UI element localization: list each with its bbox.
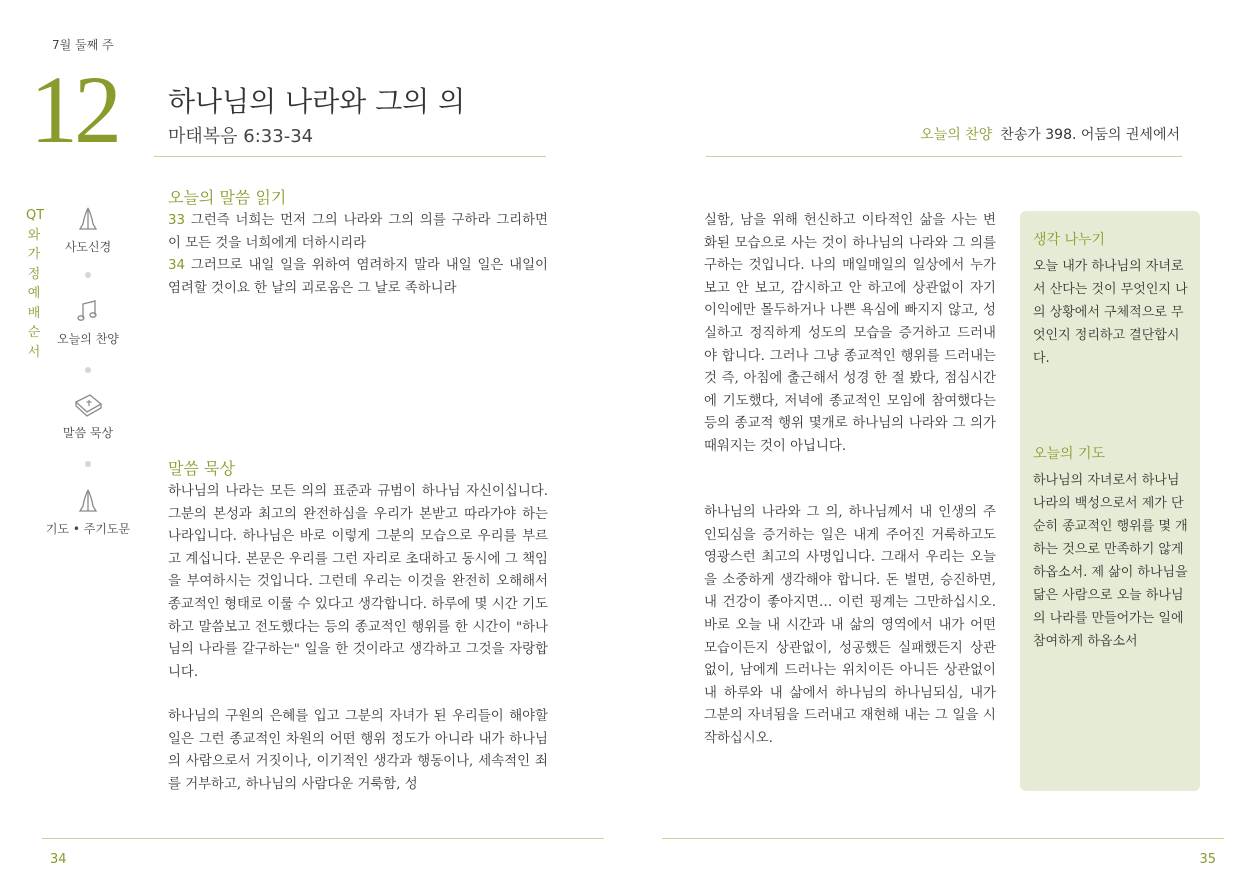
scripture-reference: 마태복음 6:33-34 [168,126,314,147]
share-text: 오늘 내가 하나님의 자녀로서 산다는 것이 무엇인지 나의 상황에서 구체적으로 무엇인지 정리하고 결단합시다. [1033,259,1188,366]
music-note-icon [73,296,103,326]
step-apostles-creed [38,204,138,255]
side-label: QT와 가정예배 순서 [26,208,45,360]
reflection-sidebar [1020,211,1200,791]
share-heading: 생각 나누기 [1033,232,1106,248]
meditation-paragraph: 하나님의 구원의 은혜를 입고 그분의 자녀가 된 우리들이 해야할 일은 그런 종교적인 차원의 어떤 행위 정도가 아니라 내가 하나님의 사람으로서 거짓이나, 이기적인 생각과 행동이나, 세속적인 죄를 거부하고, 하나님의 사람다운 거룩함, 성 [168,709,548,792]
scripture-passage [168,210,548,300]
step-meditation [38,390,138,441]
step-label: 말씀 묵상 [62,426,114,440]
meditation-paragraph: 하나님의 나라와 그 의, 하나님께서 내 인생의 주인되심을 증거하는 일은 내게 주어진 거룩하고도 영광스런 최고의 사명입니다. 그래서 우리는 오늘을 소중하게 생각해야 합니다. 돈 벌면, 승진하면, 내 건강이 좋아지면… 이런 핑계는 그만하십시오. 바로 오늘 내 시간과 내 삶의 영역에서 내가 어떤 모습이든지 상관없이, 성공했든 실패했든지 상관없이, 남에게 드러나는 위치이든 아니든 상관없이 내 하루와 내 삶에서 하나님의 하나님되심, 내가 그분의 자녀됨을 드러내고 재현해 내는 그 일을 시작하십시오. [704,505,996,746]
footer-divider-left [42,838,604,839]
verse-number: 34 [168,258,186,274]
week-label: 7월 둘째 주 [52,38,114,52]
step-label: 기도 • 주기도문 [45,522,131,536]
meditation-paragraph: 하나님의 나라는 모든 의의 표준과 규범이 하나님 자신이십니다. 그분의 본성과 최고의 완전하심을 우리가 본받고 따라가야 하는 나라입니다. 하나님은 바로 이렇게 그분의 모습으로 우리를 부르고 계십니다. 본문은 우리를 그런 자리로 초대하고 동시에 그 책임을 부여하시는 것입니다. 그런데 우리는 이것을 완전히 오해해서 종교적인 형태로 이룰 수 있다고 생각합니다. 하루에 몇 시간 기도하고 말씀보고 전도했다는 등의 종교적인 행위를 한 시간이 "하나님의 나라를 갈구하는" 일을 한 것이라고 생각하고 그것을 자랑합니다. [168,484,548,680]
step-separator [85,461,91,467]
prayer-heading: 오늘의 기도 [1033,446,1106,462]
verse-number: 33 [168,213,186,228]
meditation-paragraph: 실함, 남을 위해 헌신하고 이타적인 삶을 사는 변화된 모습으로 사는 것이 하나님의 나라와 그 의를 구하는 것입니다. 나의 매일매일의 일상에서 누가 보고 안 보고, 감시하고 안 하고에 상관없이 자기 이익에만 몰두하거나 나쁜 욕심에 빠지지 않고, 성실하고 정직하게 성도의 모습을 증거하고 드러내야 합니다. 그러나 그냥 종교적인 행위를 드러내는 것 즉, 아침에 출근해서 성경 한 절 봤다, 점심시간에 기도했다, 저녁에 종교적인 모임에 참여했다는 등의 종교적 행위 몇개로 하나님의 나라와 그 의가 때워지는 것이 아닙니다. [704,213,996,454]
step-separator [85,367,91,373]
verse-text: 그러므로 내일 일을 위하여 염려하지 말라 내일 일은 내일이 염려할 것이요 한 날의 괴로움은 그 날로 족하니라 [168,258,548,296]
page-title: 하나님의 나라와 그의 의 [168,85,466,118]
step-separator [85,272,91,278]
day-number: 12 [30,56,118,163]
header-divider-left [154,156,546,157]
praying-hands-icon [73,486,103,516]
page-number-left: 34 [50,852,67,867]
bible-icon [72,390,104,420]
footer-divider-right [662,838,1224,839]
prayer-text: 하나님의 자녀로서 하나님 나라의 백성으로서 제가 단순히 종교적인 행위를 몇 개 하는 것으로 만족하기 않게 하옵소서. 제 삶이 하나님을 닮은 사람으로 오늘 하나님의 나라를 만들어가는 일에 참여하게 하옵소서 [1033,473,1188,649]
step-todays-hymn [38,296,138,347]
meditation-heading: 말씀 묵상 [168,459,235,478]
page-number-right: 35 [1199,852,1216,867]
header-divider-right [706,156,1182,157]
reading-heading: 오늘의 말씀 읽기 [168,188,287,207]
step-label: 사도신경 [64,240,112,254]
hymn-value: 찬송가 398. 어둠의 권세에서 [1000,127,1180,143]
step-label: 오늘의 찬양 [57,332,119,346]
todays-hymn [920,124,1180,144]
step-prayer [38,486,138,537]
praying-hands-icon [73,204,103,234]
hymn-label: 오늘의 찬양 [920,127,993,143]
verse-text: 그런즉 너희는 먼저 그의 나라와 그의 의를 구하라 그리하면 이 모든 것을 너희에게 더하시리라 [168,213,548,251]
